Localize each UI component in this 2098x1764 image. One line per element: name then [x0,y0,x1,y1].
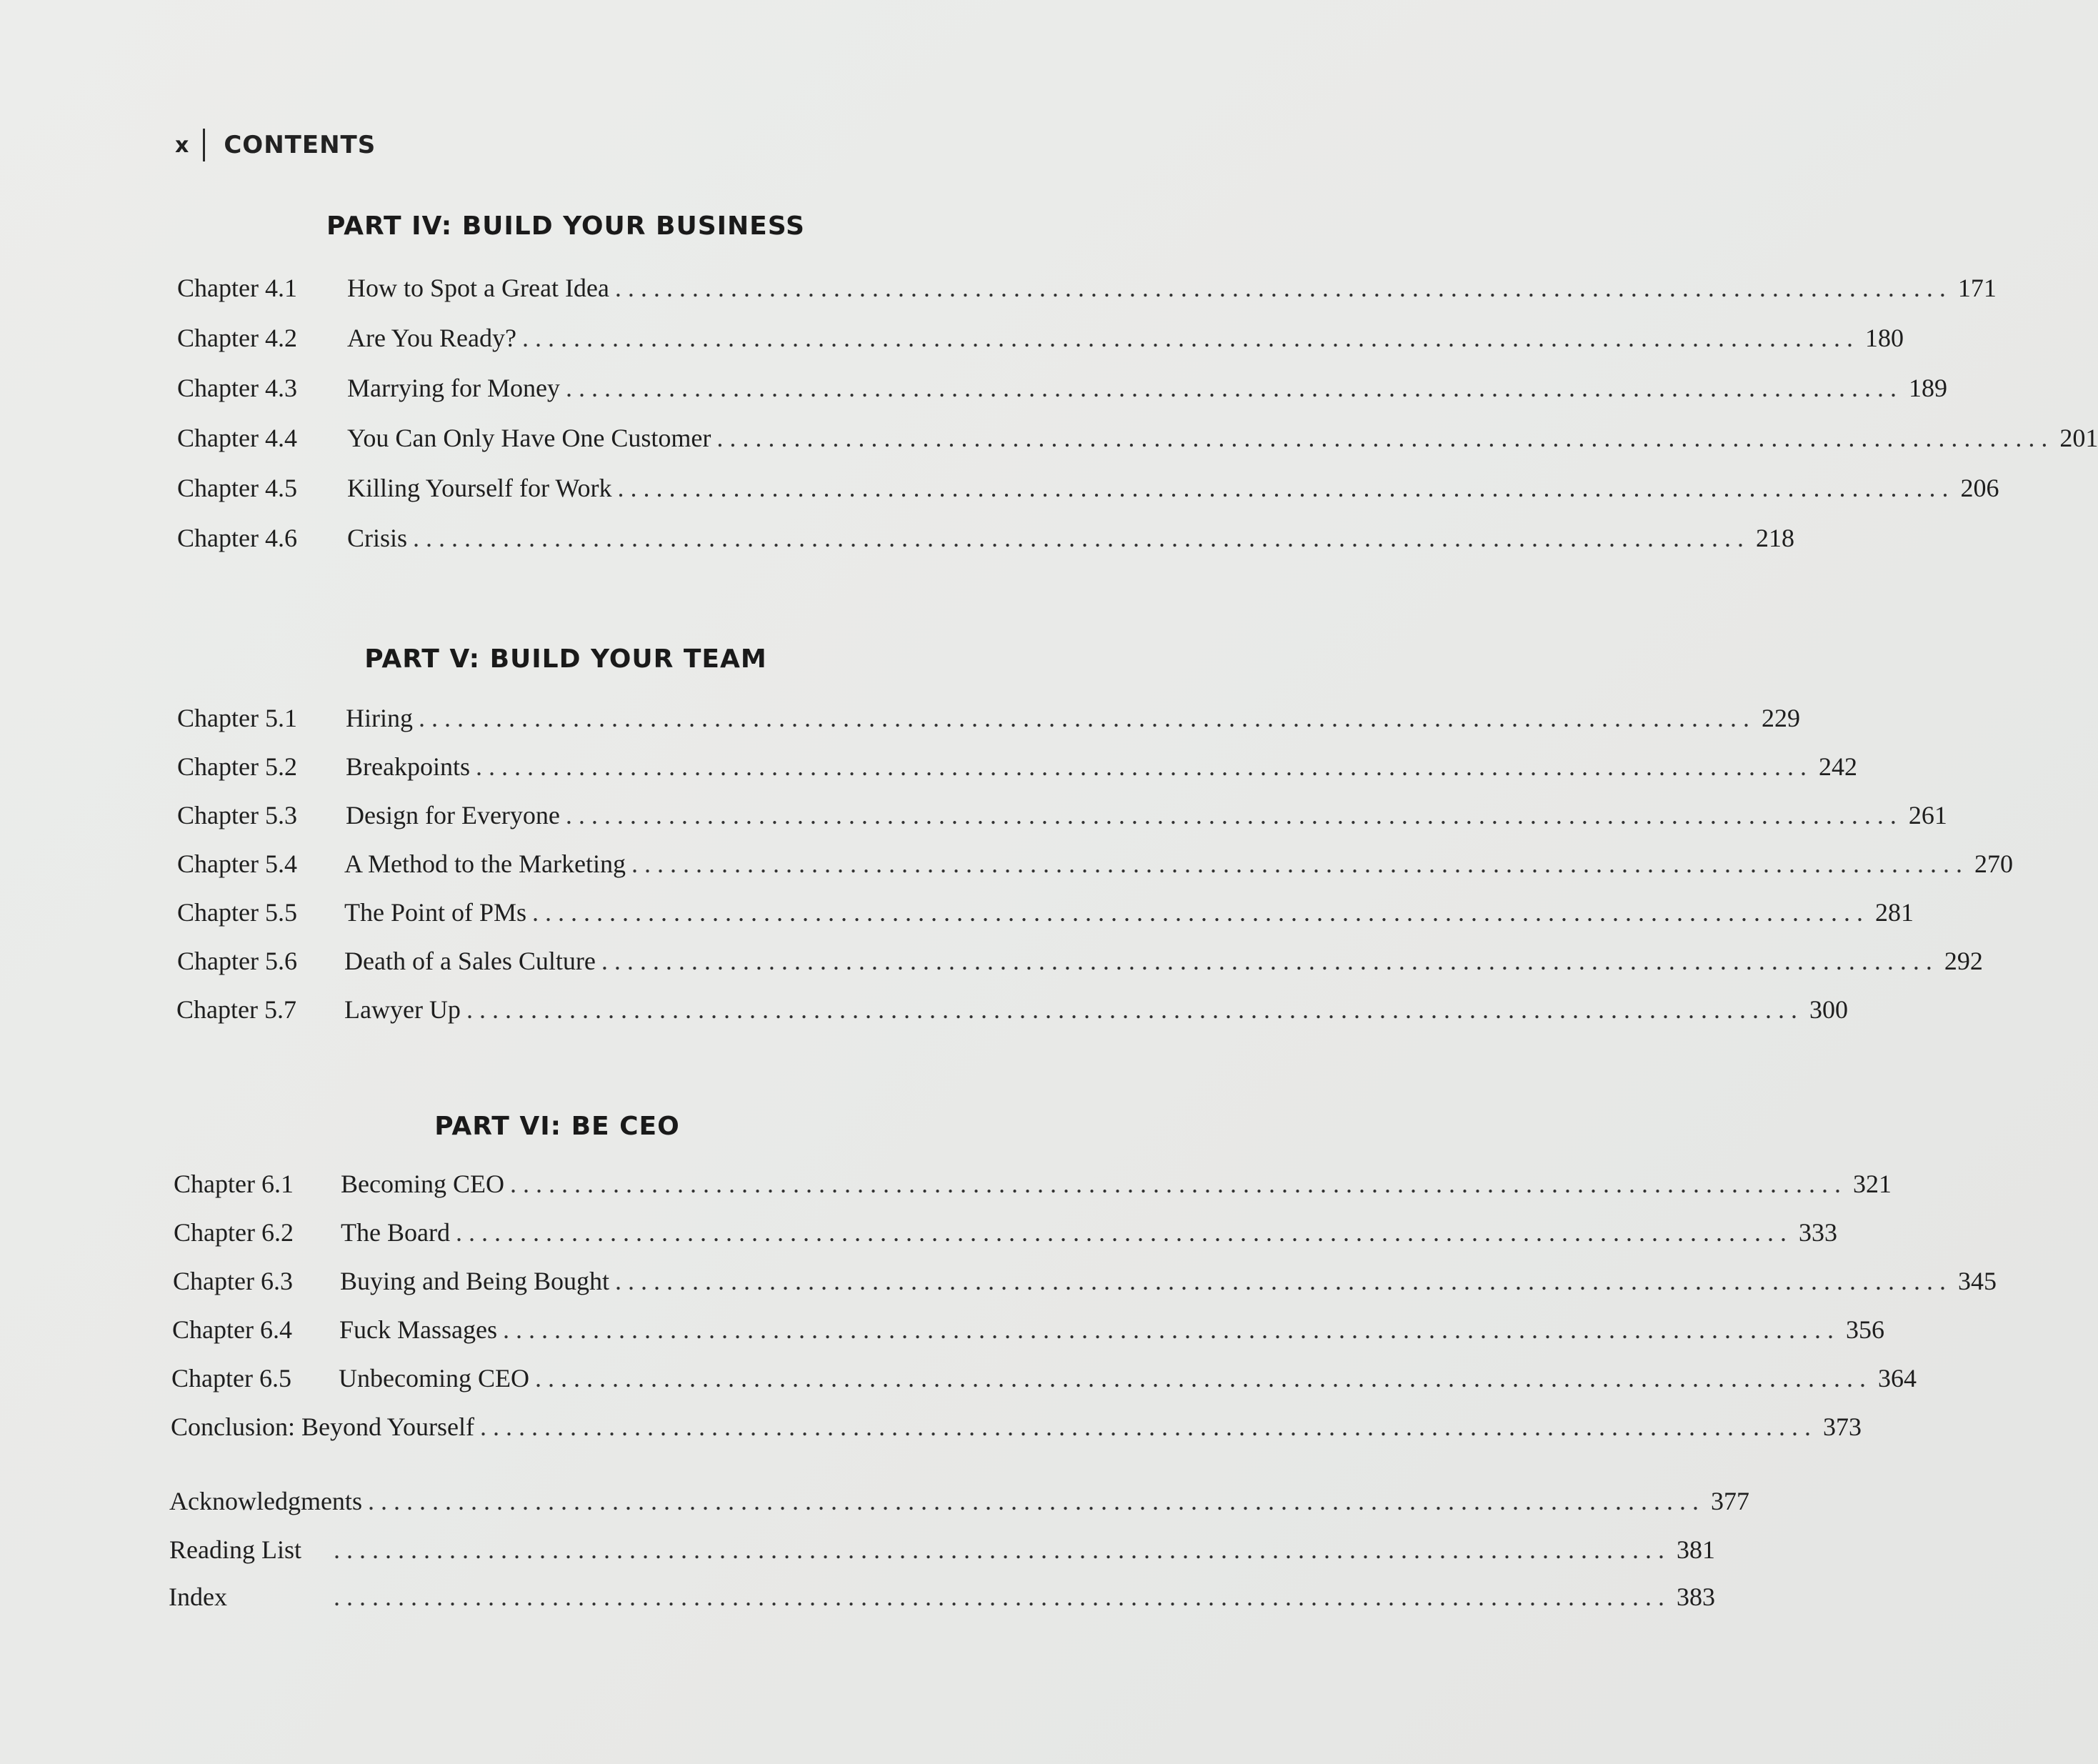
chapter-label: Chapter 4.4 [177,424,297,452]
dot-leader: ........................................................................................................ [565,801,1903,829]
page-ref: 261 [1908,801,1947,829]
page-ref: 377 [1710,1487,1749,1515]
page-ref: 356 [1845,1315,1884,1344]
dot-leader: ........................................................................................................ [614,274,1952,302]
chapter-label: Chapter 5.1 [177,704,297,732]
part-title-5: PART V: BUILD YOUR TEAM [364,644,767,674]
dot-leader: ........................................................................................................ [532,898,1870,927]
page-ref: 321 [1852,1170,1892,1198]
header-divider [203,129,205,161]
page-ref: 292 [1944,947,1983,975]
chapter-label: Chapter 4.1 [177,274,297,302]
page-ref: 383 [1677,1583,1715,1611]
dot-leader: ........................................................................................................ [334,1583,1671,1611]
dot-leader: ........................................................................................................ [502,1315,1840,1344]
toc-entry-5-6[interactable] [177,943,1983,979]
chapter-title: A Method to the Marketing [344,849,626,878]
chapter-title: Breakpoints [346,752,470,781]
dot-leader: ........................................................................................................ [475,752,1813,781]
toc-entry-conclusion[interactable] [171,1409,1862,1445]
chapter-title: How to Spot a Great Idea [347,274,609,302]
conclusion-title: Conclusion: Beyond Yourself [171,1412,475,1441]
toc-entry-6-4[interactable] [172,1312,1884,1347]
chapter-title: Death of a Sales Culture [344,947,596,975]
chapter-title: Killing Yourself for Work [347,474,612,502]
chapter-label: Chapter 4.5 [177,474,297,502]
dot-leader: ........................................................................................................ [716,424,2054,452]
toc-entry-5-7[interactable] [176,992,1848,1027]
chapter-title: Buying and Being Bought [340,1267,609,1295]
dot-leader: ........................................................................................................ [617,474,1955,502]
part-title-6: PART VI: BE CEO [434,1112,680,1141]
page-ref: 364 [1877,1364,1917,1392]
page-ref: 333 [1798,1218,1837,1247]
dot-leader: ........................................................................................................ [367,1487,1705,1515]
back-matter-title: Index [169,1583,227,1611]
chapter-title: Design for Everyone [346,801,560,829]
chapter-label: Chapter 5.6 [177,947,297,975]
toc-entry-4-3[interactable] [177,370,1947,406]
chapter-label: Chapter 4.3 [177,374,297,402]
page-title: CONTENTS [224,131,376,159]
page-ref: 373 [1823,1412,1862,1441]
chapter-title: Are You Ready? [347,324,516,352]
back-matter-title: Acknowledgments [169,1487,362,1515]
chapter-title: Hiring [346,704,413,732]
toc-entry-5-2[interactable] [177,749,1857,784]
chapter-title: The Board [341,1218,450,1247]
page-ref: 270 [1974,849,2013,878]
chapter-title: Becoming CEO [341,1170,504,1198]
toc-entry-reading-list[interactable] [169,1532,1715,1568]
chapter-title: Marrying for Money [347,374,560,402]
page-ref: 300 [1809,995,1848,1024]
dot-leader: ........................................................................................................ [601,947,1939,975]
toc-entry-6-5[interactable] [171,1360,1917,1396]
chapter-title: Fuck Massages [339,1315,497,1344]
page-ref: 345 [1958,1267,1997,1295]
dot-leader: ........................................................................................................ [334,1535,1671,1564]
toc-entry-4-5[interactable] [177,470,1999,506]
toc-entry-5-3[interactable] [177,797,1947,833]
chapter-label: Chapter 6.3 [173,1267,293,1295]
toc-entry-5-5[interactable] [177,895,1914,930]
page-ref: 171 [1957,274,1997,302]
toc-entry-acknowledgments[interactable] [169,1483,1749,1519]
chapter-title: The Point of PMs [344,898,527,927]
toc-entry-6-2[interactable] [174,1215,1837,1250]
page-ref: 180 [1864,324,1904,352]
dot-leader: ........................................................................................................ [413,524,1751,552]
chapter-label: Chapter 6.5 [171,1364,291,1392]
toc-entry-4-2[interactable] [177,320,1904,356]
chapter-label: Chapter 6.2 [174,1218,294,1247]
back-matter-title: Reading List [169,1535,301,1564]
page-ref: 189 [1908,374,1947,402]
chapter-label: Chapter 4.6 [177,524,297,552]
chapter-label: Chapter 6.4 [172,1315,292,1344]
page-ref: 229 [1762,704,1800,732]
chapter-label: Chapter 5.7 [176,995,296,1024]
toc-entry-4-1[interactable] [177,270,1997,306]
dot-leader: ........................................................................................................ [521,324,1859,352]
toc-entry-6-3[interactable] [173,1263,1997,1299]
page-ref: 218 [1756,524,1795,552]
page-ref: 206 [1960,474,1999,502]
page-ref: 201 [2059,424,2098,452]
chapter-title: Crisis [347,524,408,552]
chapter-label: Chapter 5.4 [177,849,297,878]
chapter-title: Unbecoming CEO [339,1364,529,1392]
chapter-label: Chapter 5.2 [177,752,297,781]
dot-leader: ........................................................................................................ [534,1364,1872,1392]
page-ref: 242 [1818,752,1857,781]
chapter-label: Chapter 5.5 [177,898,297,927]
dot-leader: ........................................................................................................ [455,1218,1793,1247]
dot-leader: ........................................................................................................ [631,849,1969,878]
part-title-4: PART IV: BUILD YOUR BUSINESS [326,211,805,241]
chapter-label: Chapter 4.2 [177,324,297,352]
chapter-label: Chapter 6.1 [174,1170,294,1198]
dot-leader: ........................................................................................................ [466,995,1804,1024]
dot-leader: ........................................................................................................ [419,704,1756,732]
toc-entry-5-1[interactable] [177,700,1800,736]
running-head [175,127,376,163]
page-ref: 281 [1875,898,1914,927]
dot-leader: ........................................................................................................ [615,1267,1952,1295]
dot-leader: ........................................................................................................ [509,1170,1847,1198]
dot-leader: ........................................................................................................ [565,374,1903,402]
toc-entry-6-1[interactable] [174,1166,1892,1202]
page-number: x [175,132,189,158]
toc-entry-5-4[interactable] [177,846,2013,882]
dot-leader: ........................................................................................................ [480,1412,1818,1441]
chapter-title: Lawyer Up [344,995,461,1024]
toc-entry-4-6[interactable] [177,520,1795,556]
chapter-title: You Can Only Have One Customer [347,424,711,452]
page-ref: 381 [1677,1535,1715,1564]
toc-entry-index[interactable] [169,1579,1715,1615]
toc-entry-4-4[interactable] [177,420,2098,456]
chapter-label: Chapter 5.3 [177,801,297,829]
